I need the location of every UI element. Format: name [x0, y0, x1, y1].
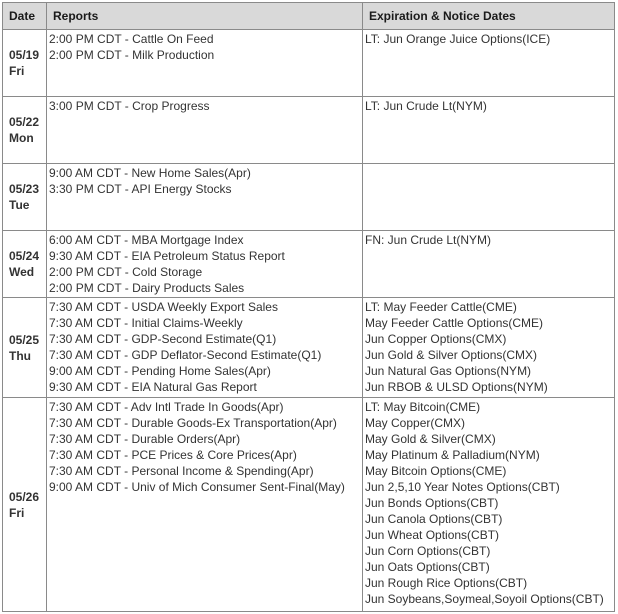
expiration-entry: LT: May Bitcoin(CME): [365, 400, 481, 414]
row-expirations-cell: [363, 30, 615, 97]
row-reports-cell: [47, 30, 363, 97]
table-row: [3, 231, 615, 298]
report-entry: 9:30 AM CDT - EIA Petroleum Status Report: [49, 249, 285, 263]
expiration-entry: Jun Oats Options(CBT): [365, 560, 490, 574]
report-entry: 3:00 PM CDT - Crop Progress: [49, 99, 210, 113]
row-reports-cell: [47, 97, 363, 164]
calendar-table: [2, 2, 615, 612]
row-date: 05/22: [9, 115, 40, 129]
row-weekday: Fri: [9, 64, 25, 78]
row-date: 05/26: [9, 489, 40, 504]
expiration-entry: Jun Wheat Options(CBT): [365, 528, 500, 542]
report-entry: 2:00 PM CDT - Milk Production: [49, 48, 215, 62]
report-entry: 7:30 AM CDT - USDA Weekly Export Sales: [49, 300, 278, 314]
report-entry: 3:30 PM CDT - API Energy Stocks: [49, 182, 232, 196]
expiration-entry: Jun Canola Options(CBT): [365, 512, 503, 526]
row-reports-cell: [47, 298, 363, 398]
report-entry: 7:30 AM CDT - Personal Income & Spending(Apr): [49, 464, 314, 478]
table-row: [3, 398, 615, 612]
row-date: 05/19: [9, 48, 40, 62]
report-entry: 7:30 AM CDT - Durable Orders(Apr): [49, 432, 241, 446]
row-weekday: Wed: [9, 265, 35, 279]
row-date: 05/23: [9, 182, 40, 196]
report-entry: 9:00 AM CDT - Univ of Mich Consumer Sent-Final(May): [49, 480, 345, 494]
report-entry: 9:00 AM CDT - Pending Home Sales(Apr): [49, 364, 271, 378]
expiration-entry: Jun Bonds Options(CBT): [365, 496, 499, 510]
row-weekday: Thu: [9, 348, 31, 363]
row-date: 05/25: [9, 332, 40, 347]
expiration-entry: Jun Soybeans,Soymeal,Soyoil Options(CBT): [365, 592, 604, 606]
row-reports-cell: [47, 398, 363, 612]
reports-column-header: Reports: [47, 3, 363, 30]
report-entry: 2:00 PM CDT - Dairy Products Sales: [49, 281, 245, 295]
table-row: [3, 97, 615, 164]
row-weekday: Fri: [9, 505, 25, 520]
row-date-cell: [3, 231, 47, 298]
report-entry: 7:30 AM CDT - GDP Deflator-Second Estimate(Q1): [49, 348, 322, 362]
date-column-header: Date: [3, 3, 47, 30]
table-row: [3, 30, 615, 97]
expiration-entry: May Platinum & Palladium(NYM): [365, 448, 540, 462]
table-row: [3, 164, 615, 231]
expiration-entry: May Feeder Cattle Options(CME): [365, 316, 544, 330]
row-expirations-cell: [363, 164, 615, 231]
report-entry: 7:30 AM CDT - Durable Goods-Ex Transportation(Apr): [49, 416, 337, 430]
row-expirations-cell: [363, 231, 615, 298]
row-expirations-cell: [363, 298, 615, 398]
row-weekday: Tue: [9, 198, 30, 212]
expiration-entry: Jun 2,5,10 Year Notes Options(CBT): [365, 480, 560, 494]
expiration-entry: May Bitcoin Options(CME): [365, 464, 507, 478]
report-entry: 7:30 AM CDT - GDP-Second Estimate(Q1): [49, 332, 277, 346]
row-date-cell: [3, 164, 47, 231]
report-entry: 7:30 AM CDT - Adv Intl Trade In Goods(Apr): [49, 400, 284, 414]
row-weekday: Mon: [9, 131, 34, 145]
report-entry: 9:00 AM CDT - New Home Sales(Apr): [49, 166, 251, 180]
row-expirations-cell: [363, 97, 615, 164]
expiration-entry: Jun Rough Rice Options(CBT): [365, 576, 528, 590]
expiration-entry: Jun Gold & Silver Options(CMX): [365, 348, 538, 362]
report-entry: 6:00 AM CDT - MBA Mortgage Index: [49, 233, 244, 247]
row-date-cell: [3, 30, 47, 97]
expiration-entry: May Gold & Silver(CMX): [365, 432, 496, 446]
row-date-cell: [3, 398, 47, 612]
report-entry: 7:30 AM CDT - PCE Prices & Core Prices(Apr): [49, 448, 297, 462]
report-entry: 2:00 PM CDT - Cold Storage: [49, 265, 203, 279]
row-date-cell: [3, 298, 47, 398]
expiration-entry: May Copper(CMX): [365, 416, 466, 430]
expiration-column-header: Expiration & Notice Dates: [363, 3, 615, 30]
row-reports-cell: [47, 164, 363, 231]
row-expirations-cell: [363, 398, 615, 612]
row-date: 05/24: [9, 249, 40, 263]
expiration-entry: Jun Corn Options(CBT): [365, 544, 491, 558]
expiration-entry: Jun RBOB & ULSD Options(NYM): [365, 380, 548, 394]
row-date-cell: [3, 97, 47, 164]
expiration-entry: LT: Jun Crude Lt(NYM): [365, 99, 487, 113]
calendar-body: [3, 30, 615, 612]
expiration-entry: LT: May Feeder Cattle(CME): [365, 300, 517, 314]
expiration-entry: LT: Jun Orange Juice Options(ICE): [365, 32, 551, 46]
header-row: [3, 3, 615, 30]
expiration-entry: Jun Natural Gas Options(NYM): [365, 364, 532, 378]
row-reports-cell: [47, 231, 363, 298]
report-entry: 2:00 PM CDT - Cattle On Feed: [49, 32, 214, 46]
expiration-entry: FN: Jun Crude Lt(NYM): [365, 233, 492, 247]
report-entry: 7:30 AM CDT - Initial Claims-Weekly: [49, 316, 243, 330]
expiration-entry: Jun Copper Options(CMX): [365, 332, 507, 346]
report-entry: 9:30 AM CDT - EIA Natural Gas Report: [49, 380, 257, 394]
table-row: [3, 298, 615, 398]
